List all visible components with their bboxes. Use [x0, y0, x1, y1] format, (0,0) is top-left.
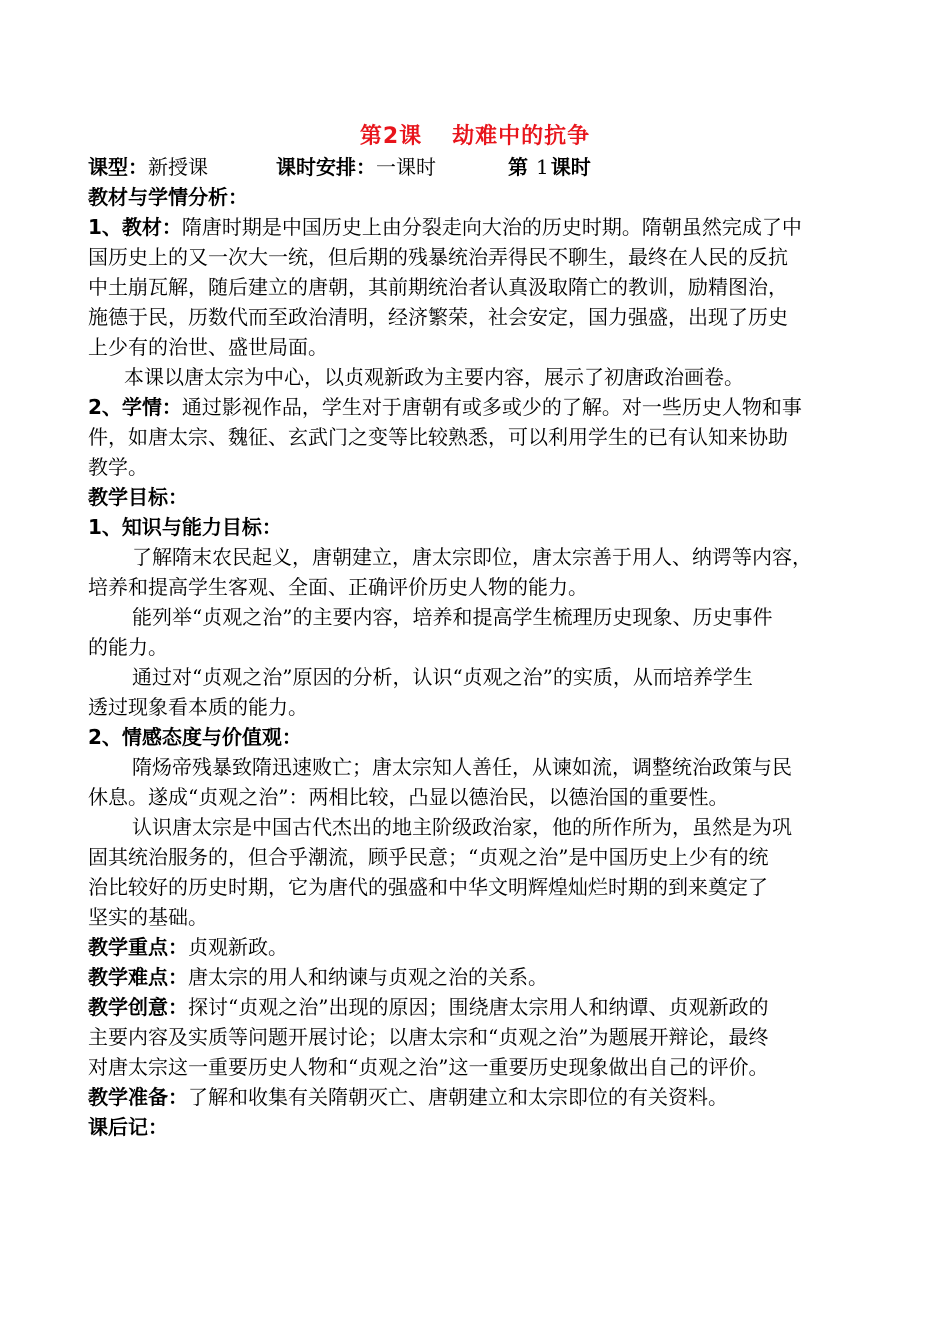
material-line: 上少有的治世、盛世局面。	[88, 335, 328, 359]
schedule-value: 一课时	[376, 155, 436, 179]
paragraph-line: 培养和提高学生客观、全面、正确评价历史人物的能力。	[88, 575, 588, 599]
objectives-heading: 教学目标：	[88, 485, 188, 509]
afterword-label: 课后记：	[88, 1115, 168, 1139]
paragraph-line: 的能力。	[88, 635, 168, 659]
students-line: 件，如唐太宗、魏征、玄武门之变等比较熟悉，可以利用学生的已有认知来协助	[88, 425, 788, 449]
paragraph-line: 了解隋末农民起义，唐朝建立，唐太宗即位，唐太宗善于用人、纳谔等内容，	[132, 545, 812, 569]
material-summary: 本课以唐太宗为中心，以贞观新政为主要内容，展示了初唐政治画卷。	[124, 365, 744, 389]
students-label: 2、学情：	[88, 395, 182, 419]
preparation-label: 教学准备：	[88, 1085, 188, 1109]
emotion-paragraph	[88, 752, 868, 812]
students-paragraph	[88, 392, 868, 482]
preparation-row	[88, 1082, 868, 1112]
knowledge-paragraph	[88, 542, 868, 602]
paragraph-line: 固其统治服务的，但合乎潮流，顾乎民意；“贞观之治”是中国历史上少有的统	[88, 845, 769, 869]
material-line: 隋唐时期是中国历史上由分裂走向大治的历史时期。隋朝虽然完成了中	[181, 215, 802, 239]
type-value: 新授课	[148, 155, 208, 179]
students-line: 通过影视作品，学生对于唐朝有或多或少的了解。对一些历史人物和事	[181, 395, 802, 419]
analysis-heading: 教材与学情分析：	[88, 185, 248, 209]
emotion-heading: 2、情感态度与价值观：	[88, 725, 302, 749]
page-title	[0, 122, 950, 152]
session-number: 1	[536, 155, 549, 179]
paragraph-line: 隋炀帝残暴致隋迅速败亡；唐太宗知人善任，从谏如流，调整统治政策与民	[132, 755, 792, 779]
difficulty-row	[88, 962, 868, 992]
lesson-name: 劫难中的抗争	[452, 124, 591, 149]
paragraph-line: 休息。遂成“贞观之治”：两相比较，凸显以德治民，以德治国的重要性。	[88, 785, 729, 809]
material-label: 1、教材：	[88, 215, 182, 239]
lesson-meta	[88, 152, 868, 182]
knowledge-paragraph	[88, 602, 868, 662]
material-line: 中土崩瓦解，随后建立的唐朝，其前期统治者认真汲取隋亡的教训，励精图治，	[88, 275, 788, 299]
material-line: 施德于民，历数代而至政治清明，经济繁荣，社会安定，国力强盛，出现了历史	[88, 305, 788, 329]
creativity-label: 教学创意：	[88, 995, 188, 1019]
difficulty-label: 教学难点：	[88, 965, 188, 989]
paragraph-line: 治比较好的历史时期，它为唐代的强盛和中华文明辉煌灿烂时期的到来奠定了	[88, 875, 768, 899]
emotion-paragraph	[88, 812, 868, 932]
focus-row	[88, 932, 868, 962]
schedule-label: 课时安排：	[276, 155, 376, 179]
material-paragraph	[88, 212, 868, 362]
creativity-line: 主要内容及实质等问题开展讨论；以唐太宗和“贞观之治”为题展开辩论，最终	[88, 1025, 769, 1049]
creativity-paragraph	[88, 992, 868, 1082]
document-body	[88, 152, 868, 1142]
paragraph-line: 认识唐太宗是中国古代杰出的地主阶级政治家，他的所作所为，虽然是为巩	[132, 815, 792, 839]
creativity-line: 探讨“贞观之治”出现的原因；围绕唐太宗用人和纳谭、贞观新政的	[188, 995, 769, 1019]
lesson-number: 第2课	[359, 124, 423, 149]
paragraph-line: 能列举“贞观之治”的主要内容，培养和提高学生梳理历史现象、历史事件	[132, 605, 773, 629]
students-line: 教学。	[88, 455, 148, 479]
difficulty-value: 唐太宗的用人和纳谏与贞观之治的关系。	[188, 965, 548, 989]
creativity-line: 对唐太宗这一重要历史人物和“贞观之治”这一重要历史现象做出自己的评价。	[88, 1055, 769, 1079]
preparation-value: 了解和收集有关隋朝灭亡、唐朝建立和太宗即位的有关资料。	[188, 1085, 728, 1109]
knowledge-heading: 1、知识与能力目标：	[88, 515, 282, 539]
paragraph-line: 坚实的基础。	[88, 905, 208, 929]
paragraph-line: 透过现象看本质的能力。	[88, 695, 308, 719]
focus-label: 教学重点：	[88, 935, 188, 959]
type-label: 课型：	[88, 155, 148, 179]
knowledge-paragraph	[88, 662, 868, 722]
focus-value: 贞观新政。	[188, 935, 288, 959]
material-line: 国历史上的又一次大一统，但后期的残暴统治弄得民不聊生，最终在人民的反抗	[88, 245, 788, 269]
paragraph-line: 通过对“贞观之治”原因的分析，认识“贞观之治”的实质，从而培养学生	[132, 665, 753, 689]
session-suffix: 课时	[550, 155, 591, 179]
session-prefix: 第	[508, 155, 528, 179]
